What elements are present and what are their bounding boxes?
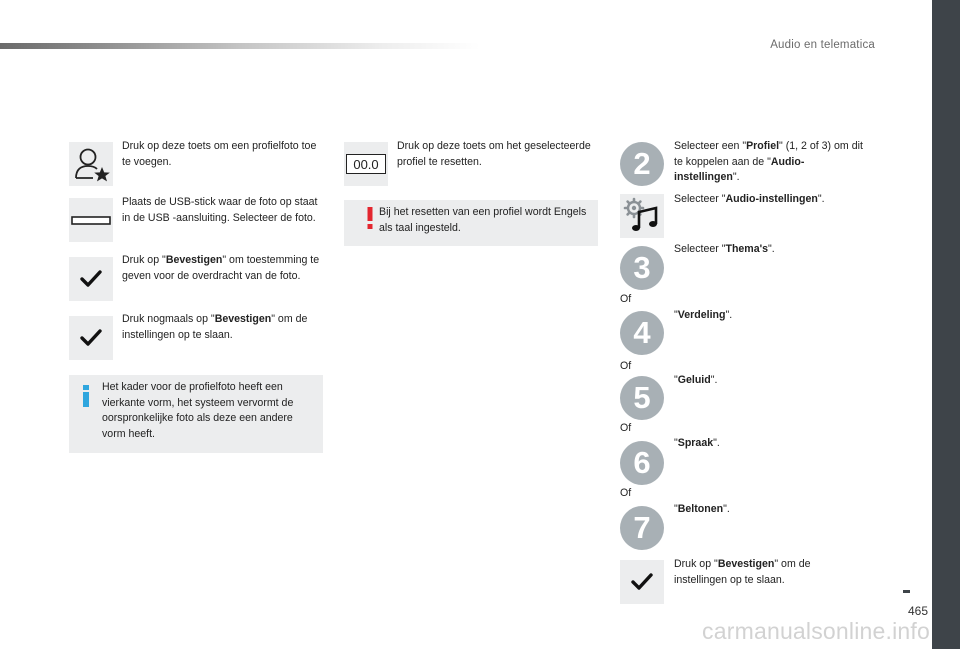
side-strip: [932, 0, 960, 649]
info-note-text: Het kader voor de profielfoto heeft een vierkante vorm, het systeem vervormt de oorspronkelijke foto als deze een andere vorm heeft.: [102, 381, 294, 440]
step-select-profile-text: Selecteer een "Profiel" (1, 2 of 3) om dit te koppelen aan de "Audio-instellingen".: [674, 140, 863, 183]
or-label-4: Of: [620, 487, 632, 499]
or-label-2: Of: [620, 360, 632, 372]
step-themes-text: Selecteer "Thema's".: [674, 243, 775, 255]
page-number: 465: [907, 604, 928, 618]
bevestigen-label: Bevestigen: [214, 313, 272, 325]
confirm-icon-box-2: [69, 316, 113, 360]
checkmark-icon: [630, 570, 654, 594]
confirm-icon-box-3: [620, 560, 664, 604]
audio-settings-icon-box: [620, 194, 664, 238]
step-usb-text: Plaats de USB-stick waar de foto op staat in de USB -aansluiting. Selecteer de foto.: [122, 196, 318, 224]
or-label-1: Of: [620, 293, 632, 305]
step-add-photo-text: Druk op deze toets om een profielfoto toe te voegen.: [122, 140, 317, 168]
profile-photo-icon-box: [69, 142, 113, 186]
header-gradient-bar: [0, 43, 480, 49]
warning-note-text: Bij het resetten van een profiel wordt Engels als taal ingesteld.: [379, 206, 587, 234]
exclamation-icon: [367, 207, 373, 229]
step-number-5: 5: [620, 376, 664, 420]
warning-note-box: [344, 200, 598, 246]
gear-music-icon: [622, 196, 662, 236]
profile-star-icon: [71, 144, 111, 184]
step-voice-text: "Spraak".: [674, 437, 720, 449]
step-number-2: 2: [620, 142, 664, 186]
bevestigen-label: Bevestigen: [165, 254, 223, 266]
step-save-settings-text: Druk nogmaals op "Bevestigen" om de instellingen op te slaan.: [122, 313, 308, 341]
or-label-3: Of: [620, 422, 632, 434]
step-number-6: 6: [620, 441, 664, 485]
info-note-box: [69, 375, 323, 453]
checkmark-icon: [79, 326, 103, 350]
step-ringtones-text: "Beltonen".: [674, 503, 730, 515]
usb-bar-icon: [71, 200, 111, 240]
step-number-4: 4: [620, 311, 664, 355]
step-number-7: 7: [620, 506, 664, 550]
page-mark: [903, 590, 910, 593]
usb-icon-box: [69, 198, 113, 242]
display-00-icon: 00.0: [346, 154, 386, 174]
info-icon: [81, 385, 91, 407]
watermark: carmanualsonline.info: [702, 618, 930, 644]
step-number-3: 3: [620, 246, 664, 290]
step-final-confirm-text: Druk op "Bevestigen" om de instellingen op te slaan.: [674, 558, 811, 586]
reset-icon-box: [344, 142, 388, 186]
checkmark-icon: [79, 267, 103, 291]
step-sound-text: "Geluid".: [674, 374, 718, 386]
section-title: Audio en telematica: [770, 39, 875, 51]
step-audio-settings-text: Selecteer "Audio-instellingen".: [674, 193, 825, 205]
step-distribution-text: "Verdeling".: [674, 309, 733, 321]
confirm-icon-box-1: [69, 257, 113, 301]
reset-profile-text: Druk op deze toets om het geselecteerde profiel te resetten.: [397, 140, 591, 168]
step-confirm-transfer-text: Druk op "Bevestigen" om toestemming te geven voor de overdracht van de foto.: [122, 254, 320, 282]
